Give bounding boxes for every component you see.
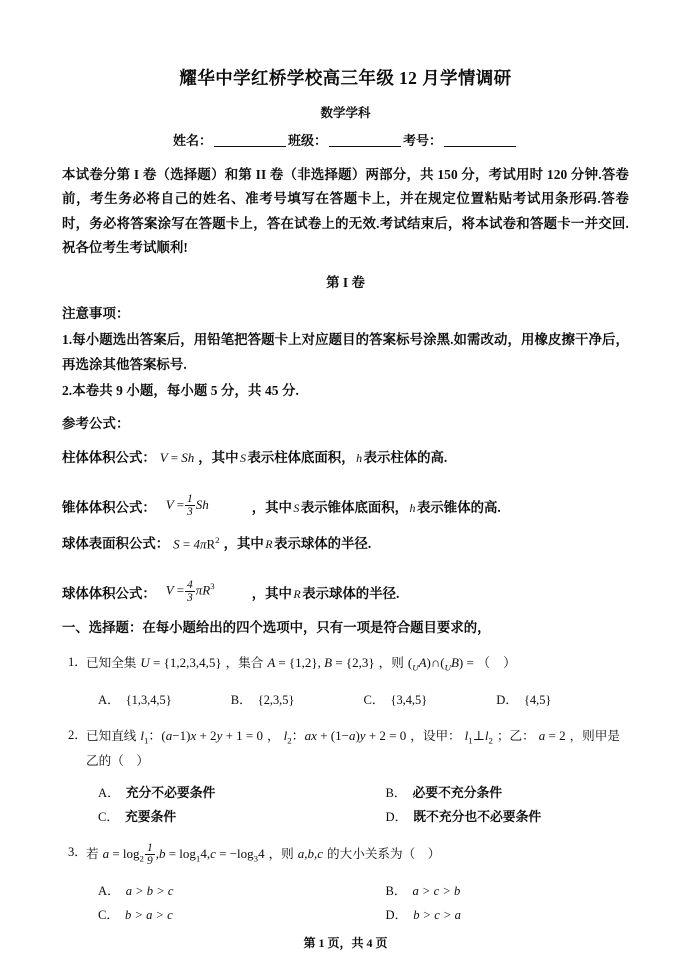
stem-text: ，则: [268, 846, 294, 861]
formula-text-mid: 表示柱体底面积，: [247, 449, 355, 465]
question-number: 1．: [68, 655, 87, 669]
notes-heading: 注意事项：: [62, 306, 130, 322]
option-text: 充要条件: [125, 810, 177, 825]
formula-expression: $S = 4\pi R^2$: [173, 534, 220, 551]
name-label: 姓名：: [172, 133, 212, 148]
option-a[interactable]: [98, 879, 364, 903]
exam-no-label: 考号：: [403, 133, 443, 148]
question-stem: 已知直线 $l_1$：(a−1)x + 2y + 1 = 0 ， $l_2$：ax + (1−a)y + 2 = 0 ，设甲： $l_1\perp l_2$ ；乙： a = 2 ，则甲是乙的（ ）: [86, 727, 620, 769]
option-label: D．: [496, 692, 518, 707]
exam-instructions: 本试卷分第 I 卷（选择题）和第 II 卷（非选择题）两部分，共 150 分，考试用时 120 分钟.答卷前，考生务必将自己的姓名、准考号填写在答题卡上，并在规定位置粘贴考试用条形码.答卷时，务必将答案涂写在答题卡上，答在试卷上的无效.考试结束后，将本试卷和答题卡一并交回.祝各位考生考试顺利!: [62, 167, 629, 255]
option-d[interactable]: [496, 688, 629, 712]
stem-text: 已知直线: [86, 728, 137, 743]
question-stem: 已知全集 U = {1,2,3,4,5} ，集合 A = {1,2}, B = {2,3} ，则 $(_UA)\cap(_UB)$ = （ ）: [86, 655, 517, 673]
formula-text-suffix: 表示锥体的高.: [417, 499, 501, 515]
stem-text: ；乙：: [496, 728, 535, 743]
stem-text: ，则: [378, 656, 404, 670]
option-text: a > c > b: [412, 883, 461, 898]
stem-text: 的大小关系为（ ）: [327, 846, 441, 861]
formula-symbol-s: S: [293, 500, 300, 515]
option-b[interactable]: [364, 781, 630, 805]
stem-text: 若: [86, 846, 99, 861]
stem-text: ，设甲：: [410, 728, 461, 743]
multiple-choice-section-heading: 一、选择题：在每小题给出的四个选项中，只有一项是符合题目要求的，: [62, 620, 491, 635]
option-text: b > a > c: [125, 907, 173, 922]
formula-text-prefix: ，其中: [251, 499, 292, 515]
option-label: B．: [230, 692, 252, 707]
exam-no-blank[interactable]: [444, 146, 516, 147]
option-text: 既不充分也不必要条件: [413, 810, 542, 825]
option-label: D．: [385, 810, 408, 825]
formula-label: 锥体体积公式：: [62, 499, 156, 515]
option-label: B．: [385, 883, 407, 898]
option-label: A．: [98, 786, 120, 801]
formula-symbol-r: R: [265, 537, 273, 551]
option-text: a > b > c: [125, 883, 174, 898]
option-d[interactable]: [364, 903, 630, 927]
formula-text-suffix: 表示球体的半径.: [302, 586, 400, 601]
question-2-options: [62, 781, 629, 829]
question-number: 3．: [68, 845, 87, 860]
formula-symbol-s: S: [239, 450, 246, 465]
question-3-options: [62, 879, 629, 927]
fraction-denominator: 3: [187, 591, 193, 604]
option-c[interactable]: [98, 903, 364, 927]
option-text: 充分不必要条件: [125, 786, 216, 801]
note-item-1: 1.每小题选出答案后，用铅笔把答题卡上对应题目的答案标号涂黑.如需改动，用橡皮擦干净后，再选涂其他答案标号.: [62, 332, 629, 372]
formula-label: 柱体体积公式：: [62, 449, 156, 465]
formula-text-suffix: 表示柱体的高.: [363, 449, 448, 465]
option-text: {1,3,4,5}: [125, 692, 172, 707]
stem-text: 已知全集: [86, 656, 137, 670]
formula-cone-volume: 锥体体积公式： V = $\frac{1}{3}$ Sh ，其中 S 表示锥体底面积， h 表示锥体的高.: [62, 492, 501, 518]
option-label: B．: [385, 786, 407, 801]
formula-prism-volume: [62, 447, 629, 469]
question-1: [62, 652, 629, 679]
formula-sphere-surface-area: [62, 529, 629, 555]
option-label: A．: [98, 692, 120, 707]
formula-expression: V = Sh: [159, 449, 195, 465]
formula-label: 球体表面积公式：: [62, 536, 170, 551]
question-number: 2．: [68, 727, 87, 742]
option-text: {3,4,5}: [390, 692, 428, 707]
question-stem: 若 $a = \log_2$ $\frac{1}{9}$ $,b = \log_14,c = -\log_34$ ，则 a,b,c 的大小关系为（ ）: [86, 842, 441, 868]
formula-text-mid: 表示锥体底面积，: [300, 499, 409, 515]
option-label: D．: [385, 907, 408, 922]
option-c[interactable]: [364, 688, 497, 712]
fraction-numerator: 4: [187, 578, 193, 591]
subject-label: 数学学科: [320, 106, 371, 120]
reference-formulas-heading: 参考公式：: [62, 416, 130, 432]
student-id-line: [62, 130, 629, 149]
class-blank[interactable]: [329, 146, 401, 147]
option-text: {4,5}: [523, 692, 552, 707]
option-c[interactable]: [98, 805, 364, 829]
option-a[interactable]: [98, 781, 364, 805]
stem-text: ，: [267, 728, 280, 743]
question-3: [62, 842, 629, 869]
stem-text: ，集合: [225, 656, 264, 670]
option-label: C．: [98, 810, 119, 825]
formula-text-prefix: ，其中: [251, 586, 292, 601]
question-2: [62, 725, 629, 773]
question-1-options: [62, 688, 629, 712]
formula-symbol-h: h: [409, 500, 416, 515]
option-d[interactable]: [364, 805, 630, 829]
formula-symbol-h: h: [356, 450, 363, 465]
stem-text: ，则甲是乙的（ ）: [86, 728, 620, 769]
option-text: 必要不充分条件: [412, 786, 503, 801]
name-blank[interactable]: [214, 146, 286, 147]
option-label: A．: [98, 883, 120, 898]
fraction-denominator: 3: [187, 505, 193, 518]
formula-text-prefix: ，其中: [198, 449, 239, 465]
section-heading-paper-i: 第 I 卷: [326, 275, 365, 291]
option-b[interactable]: [364, 879, 630, 903]
page-title: 耀华中学红桥学校高三年级 12 月学情调研: [179, 68, 512, 88]
formula-symbol-r: R: [293, 587, 301, 601]
option-text: {2,3,5}: [257, 692, 295, 707]
page-footer: 第 1 页，共 4 页: [303, 936, 388, 950]
class-label: 班级：: [287, 133, 327, 148]
fraction-numerator: 1: [187, 492, 193, 505]
formula-label: 球体体积公式：: [62, 586, 156, 601]
formula-sphere-volume: 球体体积公式： V = $\frac{4}{3}$ $\pi R^3$ ，其中 R 表示球体的半径.: [62, 578, 400, 604]
option-a[interactable]: [98, 688, 231, 712]
option-label: C．: [98, 907, 119, 922]
formula-text-prefix: ，其中: [223, 536, 264, 551]
formula-text-suffix: 表示球体的半径.: [274, 536, 372, 551]
option-b[interactable]: [231, 688, 364, 712]
option-label: C．: [363, 692, 385, 707]
option-text: b > c > a: [413, 907, 461, 922]
note-item-2: 2.本卷共 9 小题，每小题 5 分，共 45 分.: [62, 383, 299, 399]
